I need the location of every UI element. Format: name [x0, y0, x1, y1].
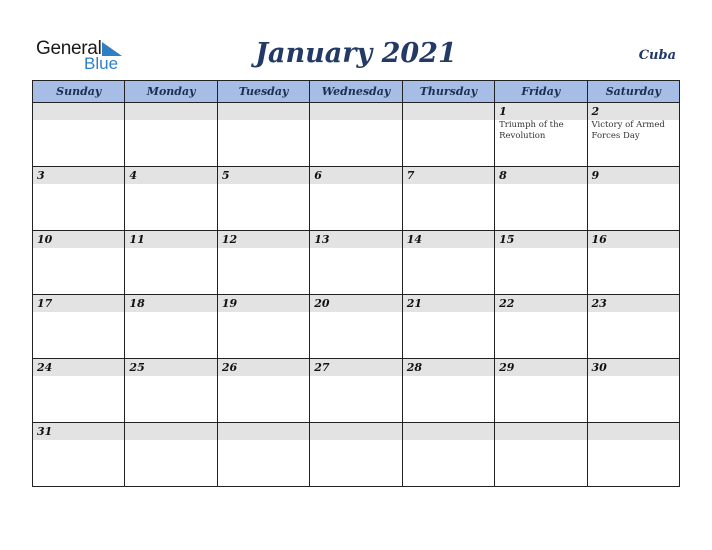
day-cell [125, 231, 217, 295]
day-cell [402, 231, 494, 295]
day-cell [402, 423, 494, 487]
day-number: 1 [499, 105, 507, 118]
day-band [495, 423, 586, 440]
day-cell [310, 423, 402, 487]
week-row [33, 231, 680, 295]
day-number: 11 [129, 233, 145, 246]
day-band [403, 423, 494, 440]
day-number: 23 [591, 297, 607, 310]
day-number: 26 [221, 361, 238, 374]
day-band [125, 231, 216, 248]
day-number: 29 [499, 361, 515, 374]
week-row [33, 167, 680, 231]
day-band [495, 231, 586, 248]
day-band [403, 295, 494, 312]
weekday-header: Wednesday [310, 81, 402, 103]
day-cell [310, 103, 402, 167]
day-band [33, 295, 124, 312]
day-cell [217, 295, 309, 359]
weekday-header: Sunday [33, 81, 125, 103]
day-band [33, 423, 124, 440]
day-cell [217, 423, 309, 487]
weekday-header: Thursday [402, 81, 494, 103]
day-cell [33, 359, 125, 423]
logo-blue-text: Blue [84, 54, 119, 73]
country-label: Cuba [638, 48, 676, 63]
page-title: January 2021 [255, 38, 457, 69]
day-band [403, 167, 494, 184]
day-cell [125, 167, 217, 231]
day-band [218, 231, 309, 248]
day-cell [125, 423, 217, 487]
day-cell [310, 359, 402, 423]
day-cell [495, 295, 587, 359]
day-number: 22 [499, 297, 515, 310]
day-cell [125, 295, 217, 359]
day-number: 20 [314, 297, 330, 310]
day-cell [495, 359, 587, 423]
day-band [588, 423, 679, 440]
calendar-grid [32, 80, 680, 487]
day-cell [217, 167, 309, 231]
day-band [218, 423, 309, 440]
day-band [588, 295, 679, 312]
day-band [495, 359, 586, 376]
day-number: 7 [406, 169, 415, 182]
weekday-header: Tuesday [217, 81, 309, 103]
day-band [33, 103, 124, 120]
day-cell [495, 423, 587, 487]
day-band [125, 295, 216, 312]
day-cell [402, 103, 494, 167]
day-number: 25 [129, 361, 145, 374]
day-cell [402, 359, 494, 423]
day-band [218, 359, 309, 376]
day-number: 6 [314, 169, 322, 182]
day-band [495, 295, 586, 312]
day-number: 18 [129, 297, 145, 310]
day-cell [33, 231, 125, 295]
day-band [588, 103, 679, 120]
day-band [218, 167, 309, 184]
day-band [33, 359, 124, 376]
day-cell [125, 359, 217, 423]
day-cell [495, 231, 587, 295]
week-row [33, 103, 680, 167]
weekday-header: Saturday [587, 81, 679, 103]
day-band [495, 167, 586, 184]
day-number: 17 [37, 297, 53, 310]
day-cell [495, 167, 587, 231]
day-cell [587, 359, 679, 423]
day-number: 3 [37, 169, 45, 182]
day-cell [125, 103, 217, 167]
day-cell [217, 231, 309, 295]
day-band [403, 231, 494, 248]
holiday-label: Victory of Armed Forces Day [591, 120, 665, 141]
day-band [310, 231, 401, 248]
day-band [588, 167, 679, 184]
day-number: 4 [129, 169, 138, 182]
day-band [33, 231, 124, 248]
day-cell [402, 167, 494, 231]
day-cell [33, 295, 125, 359]
day-number: 24 [37, 361, 53, 374]
day-band [310, 103, 401, 120]
day-number: 31 [37, 425, 53, 438]
week-row [33, 295, 680, 359]
week-row [33, 423, 680, 487]
day-cell [587, 231, 679, 295]
day-cell [217, 359, 309, 423]
day-cell [587, 295, 679, 359]
day-band [588, 359, 679, 376]
day-cell [495, 103, 587, 167]
day-number: 12 [221, 233, 238, 246]
weekday-header: Monday [125, 81, 217, 103]
weekday-header: Friday [495, 81, 587, 103]
day-number: 28 [406, 361, 422, 374]
day-number: 14 [406, 233, 422, 246]
day-cell [587, 103, 679, 167]
day-band [218, 295, 309, 312]
day-number: 27 [314, 361, 330, 374]
day-number: 9 [591, 169, 600, 182]
day-cell [217, 103, 309, 167]
day-band [495, 103, 586, 120]
day-number: 10 [37, 233, 53, 246]
day-band [218, 103, 309, 120]
day-number: 16 [591, 233, 607, 246]
day-cell [33, 167, 125, 231]
day-cell [33, 103, 125, 167]
day-number: 30 [591, 361, 607, 374]
day-number: 13 [314, 233, 330, 246]
day-band [125, 359, 216, 376]
day-band [403, 359, 494, 376]
day-band [125, 423, 216, 440]
day-cell [310, 231, 402, 295]
day-cell [310, 167, 402, 231]
day-number: 19 [221, 297, 238, 310]
day-number: 2 [591, 105, 600, 118]
holiday-label: Triumph of the Revolution [499, 120, 564, 141]
day-number: 5 [221, 169, 230, 182]
day-number: 15 [499, 233, 515, 246]
day-cell [310, 295, 402, 359]
day-band [310, 423, 401, 440]
week-row [33, 359, 680, 423]
day-band [125, 103, 216, 120]
weekday-header-row [33, 81, 680, 103]
day-band [125, 167, 216, 184]
day-band [588, 231, 679, 248]
day-band [33, 167, 124, 184]
day-cell [587, 167, 679, 231]
day-cell [402, 295, 494, 359]
day-band [310, 167, 401, 184]
day-band [310, 295, 401, 312]
day-band [403, 103, 494, 120]
logo-general-text: General [36, 38, 102, 59]
day-number: 21 [406, 297, 422, 310]
day-band [310, 359, 401, 376]
day-cell [587, 423, 679, 487]
day-number: 8 [499, 169, 507, 182]
day-cell [33, 423, 125, 487]
